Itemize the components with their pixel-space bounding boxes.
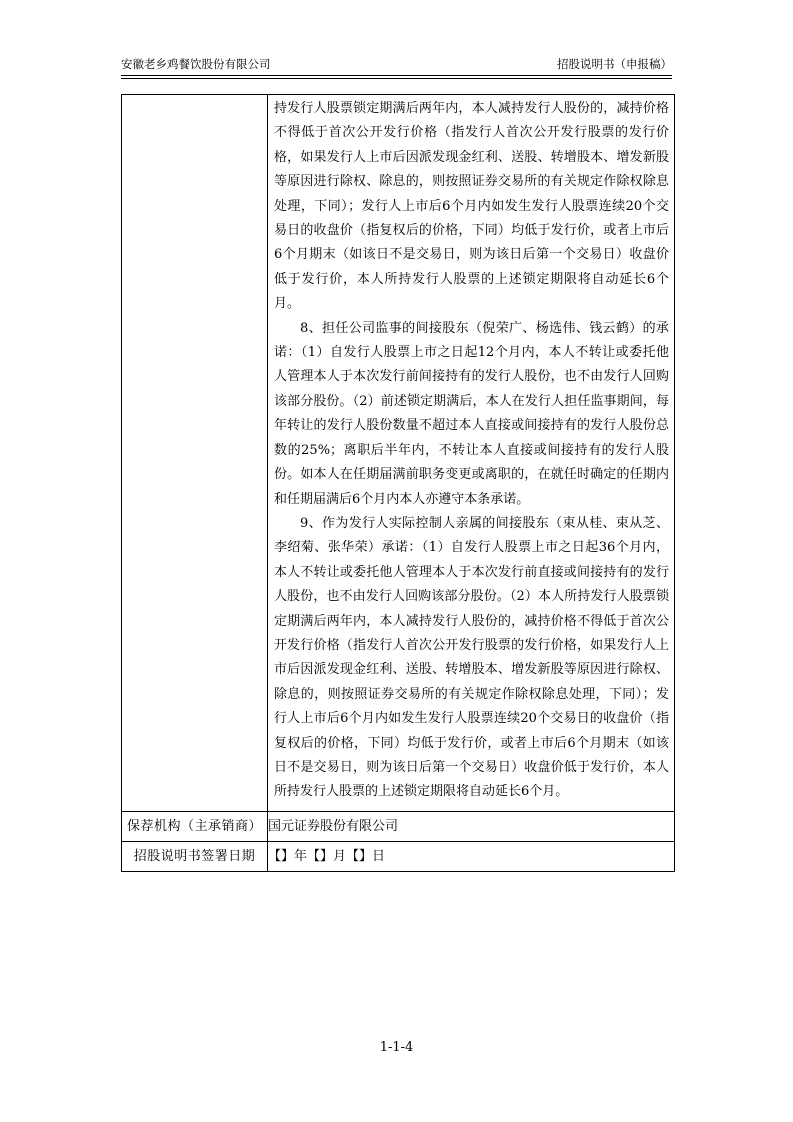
signing-date-value: 【】年【】月【】日: [268, 841, 675, 871]
header-document-type: 招股说明书（申报稿）: [557, 57, 672, 71]
page-header: [121, 56, 672, 74]
prospectus-info-table: [121, 94, 675, 872]
commitment-item-9: 9、作为发行人实际控制人亲属的间接股东（束从桂、束从芝、李绍菊、张华荣）承诺：（1）自发行人股票上市之日起36个月内，本人不转让或委托他人管理本人于本次发行前直接或间接持有的发行人股份，也不由发行人回购该部分股份。（2）本人所持发行人股票锁定期满后两年内，本人减持发行人股份的，减持价格不得低于首次公开发行价格（指发行人首次公开发行股票的发行价格，如果发行人上市后因派发现金红利、送股、转增股本、增发新股等原因进行除权、除息的，则按照证券交易所的有关规定作除权除息处理，下同）；发行人上市后6个月内如发生发行人股票连续20个交易日的收盘价（指复权后的价格，下同）均低于发行价，或者上市后6个月期末（如该日不是交易日，则为该日后第一个交易日）收盘价低于发行价，本人所持发行人股票的上述锁定期限将自动延长6个月。: [274, 515, 669, 800]
header-rule-double: [121, 78, 672, 79]
signing-date-label: 招股说明书签署日期: [122, 841, 268, 871]
table-row-commitments: [122, 95, 675, 812]
sponsor-value: 国元证券股份有限公司: [268, 811, 675, 841]
page-number: 1-1-4: [379, 1040, 414, 1055]
sponsor-label: 保荐机构（主承销商）: [122, 811, 268, 841]
commitments-value-cell: [268, 95, 675, 812]
commitments-label-cell: [122, 95, 268, 812]
commitments-text: [268, 95, 674, 811]
header-company-name: 安徽老乡鸡餐饮股份有限公司: [121, 57, 271, 71]
commitment-item-8: 8、担任公司监事的间接股东（倪荣广、杨选伟、钱云鹤）的承诺：（1）自发行人股票上市之日起12个月内，本人不转让或委托他人管理本人于本次发行前间接持有的发行人股份，也不由发行人回购该部分股份。（2）前述锁定期满后，本人在发行人担任监事期间，每年转让的发行人股份数量不超过本人直接或间接持有的发行人股份总数的25%；离职后半年内，不转让本人直接或间接持有的发行人股份。如本人在任期届满前职务变更或离职的，在就任时确定的任期内和任期届满后6个月内本人亦遵守本条承诺。: [274, 320, 669, 507]
table-row-sponsor: [122, 811, 675, 841]
commitment-continuation: 持发行人股票锁定期满后两年内，本人减持发行人股份的，减持价格不得低于首次公开发行价格（指发行人首次公开发行股票的发行价格，如果发行人上市后因派发现金红利、送股、转增股本、增发新股等原因进行除权、除息的，则按照证券交易所的有关规定作除权除息处理，下同）；发行人上市后6个月内如发生发行人股票连续20个交易日的收盘价（指复权后的价格，下同）均低于发行价，或者上市后6个月期末（如该日不是交易日，则为该日后第一个交易日）收盘价低于发行价，本人所持发行人股票的上述锁定期限将自动延长6个月。: [274, 101, 669, 312]
header-rule: [121, 75, 672, 76]
table-row-signing-date: [122, 841, 675, 871]
